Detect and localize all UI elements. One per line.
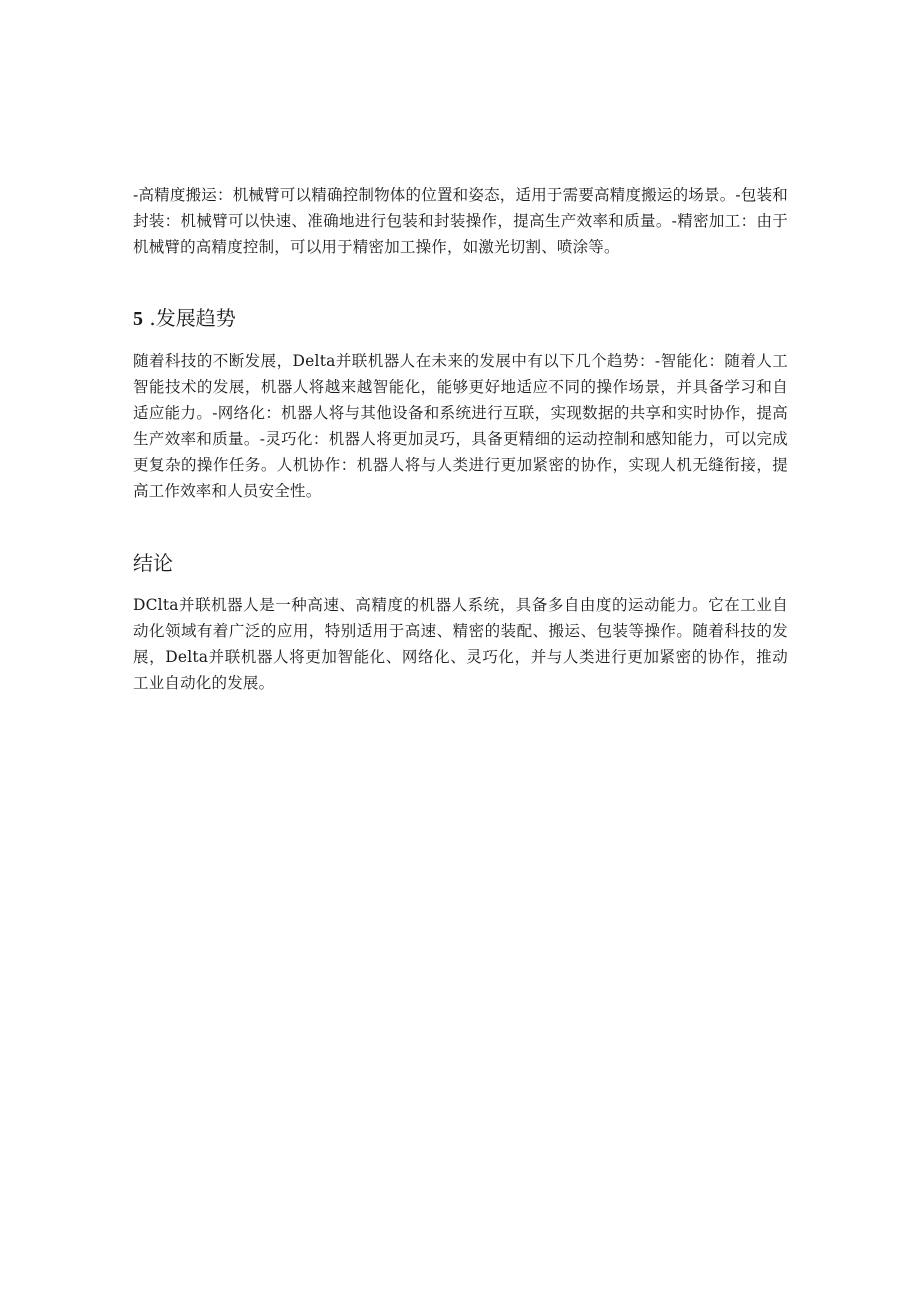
- applications-paragraph: -高精度搬运：机械臂可以精确控制物体的位置和姿态，适用于需要高精度搬运的场景。-包装和封装：机械臂可以快速、准确地进行包装和封装操作，提高生产效率和质量。-精密加工：由于机械臂的高精度控制，可以用于精密加工操作，如激光切割、喷涂等。: [133, 186, 788, 256]
- trends-paragraph: 随着科技的不断发展，Delta并联机器人在未来的发展中有以下几个趋势：-智能化：随着人工智能技术的发展，机器人将越来越智能化，能够更好地适应不同的操作场景，并具备学习和自适应能力。-网络化：机器人将与其他设备和系统进行互联，实现数据的共享和实时协作，提高生产效率和质量。-灵巧化：机器人将更加灵巧，具备更精细的运动控制和感知能力，可以完成更复杂的操作任务。人机协作：机器人将与人类进行更加紧密的协作，实现人机无缝衔接，提高工作效率和人员安全性。: [133, 352, 788, 500]
- section-number: 5: [133, 308, 143, 330]
- document-page: [133, 182, 788, 696]
- section-heading-trends: [133, 303, 788, 334]
- section-title: .发展趋势: [149, 306, 236, 330]
- section-heading-conclusion: 结论: [133, 551, 173, 575]
- conclusion-paragraph: DClta并联机器人是一种高速、高精度的机器人系统，具备多自由度的运动能力。它在工业自动化领域有着广泛的应用，特别适用于高速、精密的装配、搬运、包装等操作。随着科技的发展，Delta并联机器人将更加智能化、网络化、灵巧化，并与人类进行更加紧密的协作，推动工业自动化的发展。: [133, 596, 788, 692]
